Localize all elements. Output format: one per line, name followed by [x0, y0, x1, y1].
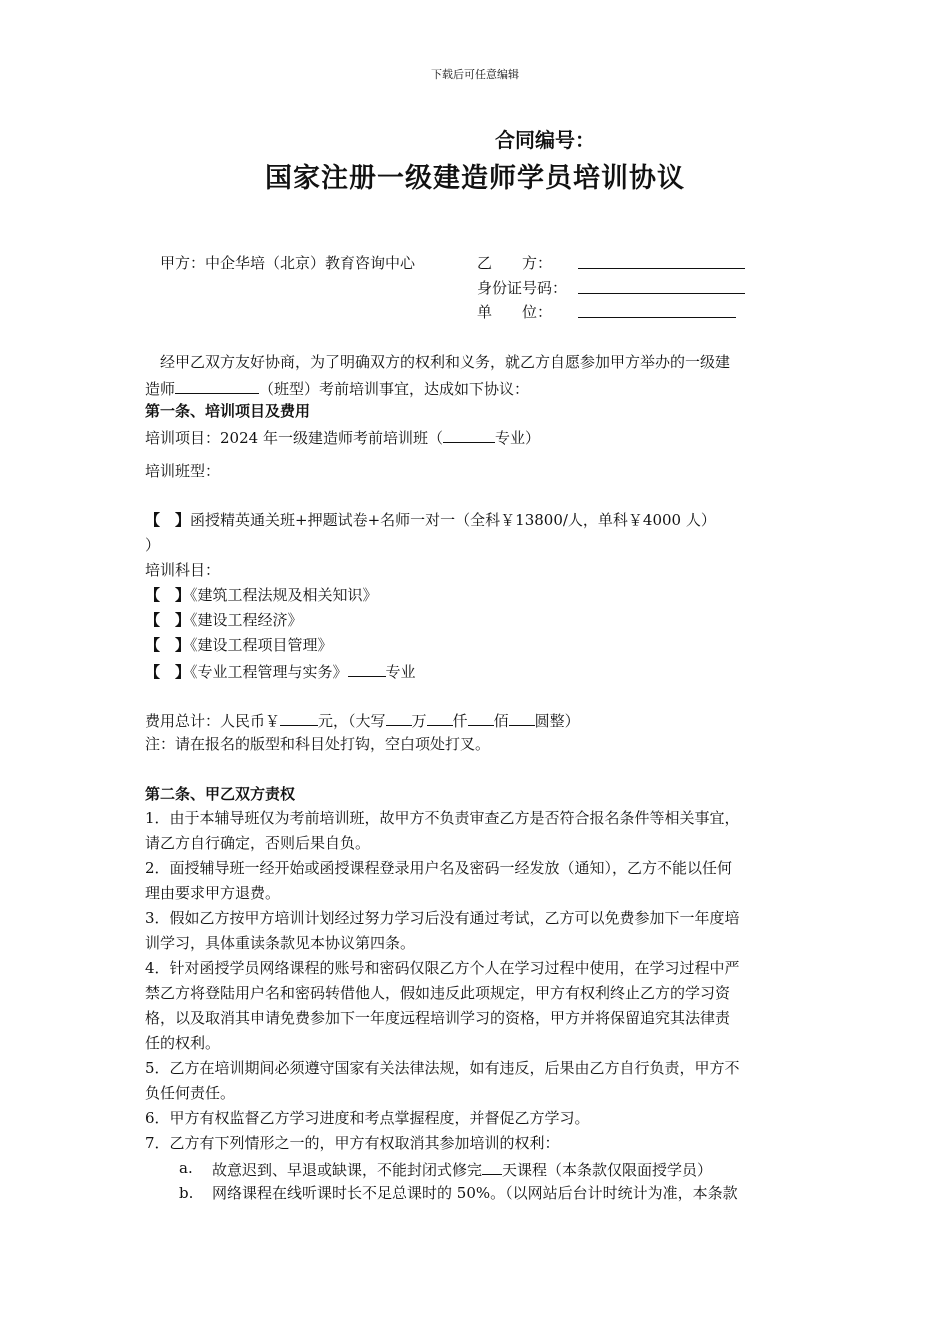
subject-item[interactable] [145, 611, 303, 629]
article-1-heading: 第一条、培训项目及费用 [145, 402, 311, 420]
item-b: 网络课程在线听课时长不足总课时的 50%。（以网站后台计时统计为准，本条款 [212, 1184, 738, 1202]
party-b-id-label: 身份证号码： [477, 279, 568, 297]
subject-item[interactable] [145, 661, 416, 681]
class-option-tail: ） [145, 536, 161, 554]
item-a-start: 故意迟到、早退或缺课，不能封闭式修完 [212, 1161, 483, 1179]
subject-checkbox[interactable]: 【 】 [145, 611, 191, 629]
subject-name: 《专业工程管理与实务》 [190, 663, 348, 681]
item-a [212, 1159, 712, 1179]
fee-wan-blank[interactable] [386, 710, 412, 726]
training-project-end: 专业） [494, 429, 540, 447]
class-option[interactable] [145, 511, 716, 529]
article-2-line: 2．面授辅导班一经开始或函授课程登录用户名及密码一经发放（通知），乙方不能以任何 [145, 859, 733, 877]
fee-amount-blank[interactable] [280, 710, 318, 726]
subject-major-blank[interactable] [348, 661, 386, 677]
subject-major-suffix: 专业 [385, 663, 416, 681]
party-b-name-blank[interactable] [578, 268, 745, 269]
article-2-line: 格，以及取消其申请免费参加下一年度远程培训学习的资格，甲方并将保留追究其法律责 [145, 1009, 731, 1027]
intro-line-2-start: 造师 [145, 380, 176, 398]
article-2-line: 7．乙方有下列情形之一的，甲方有权取消其参加培训的权利： [145, 1134, 560, 1152]
class-option-checkbox[interactable]: 【 】 [145, 511, 191, 529]
party-b-name-label: 乙 方： [477, 254, 553, 272]
fee-qian-label: 仟 [452, 712, 468, 730]
item-b-marker: b. [179, 1184, 194, 1202]
party-b-id-blank[interactable] [578, 293, 745, 294]
article-2-line: 任的权利。 [145, 1034, 221, 1052]
fee-yuan-blank[interactable] [509, 710, 535, 726]
article-2-line: 4．针对函授学员网络课程的账号和密码仅限乙方个人在学习过程中使用，在学习过程中严 [145, 959, 740, 977]
training-project [145, 427, 540, 447]
article-2-line: 负任何责任。 [145, 1084, 236, 1102]
party-b-unit-row [477, 303, 577, 321]
intro-line-2-end: （班型）考前培训事宜，达成如下协议： [259, 380, 530, 398]
class-type-blank[interactable] [175, 378, 259, 394]
article-2-heading: 第二条、甲乙双方责权 [145, 785, 296, 803]
item-a-marker: a. [179, 1159, 193, 1177]
article-2-line: 训学习，具体重读条款见本协议第四条。 [145, 934, 416, 952]
party-b-id-row [477, 279, 577, 297]
subject-item[interactable] [145, 636, 333, 654]
intro-line-2 [145, 378, 529, 398]
fee-total [145, 710, 580, 730]
course-days-blank[interactable] [482, 1159, 502, 1175]
fee-total-label: 费用总计：人民币￥ [145, 712, 281, 730]
party-b-name-row [477, 254, 577, 272]
item-a-end: 天课程（本条款仅限面授学员） [502, 1161, 713, 1179]
intro-line-1: 经甲乙双方友好协商，为了明确双方的权利和义务，就乙方自愿参加甲方举办的一级建 [160, 353, 731, 371]
fee-yuan-label: 圆整） [534, 712, 580, 730]
class-option-text: 函授精英通关班+押题试卷+名师一对一（全科￥13800/人，单科￥4000 人） [190, 511, 716, 529]
subject-checkbox[interactable]: 【 】 [145, 663, 191, 681]
subject-checkbox[interactable]: 【 】 [145, 636, 191, 654]
subjects-label: 培训科目： [145, 561, 221, 579]
article-2-line: 6．甲方有权监督乙方学习进度和考点掌握程度，并督促乙方学习。 [145, 1109, 590, 1127]
major-blank[interactable] [443, 427, 495, 443]
article-2-line: 5．乙方在培训期间必须遵守国家有关法律法规，如有违反，后果由乙方自行负责，甲方不 [145, 1059, 740, 1077]
article-2-line: 3．假如乙方按甲方培训计划经过努力学习后没有通过考试，乙方可以免费参加下一年度培 [145, 909, 740, 927]
document-title: 国家注册一级建造师学员培训协议 [265, 163, 685, 194]
fee-uppercase-label: 元，（大写 [318, 712, 386, 730]
party-b-unit-blank[interactable] [578, 317, 736, 318]
article-2-line: 理由要求甲方退费。 [145, 884, 281, 902]
fee-qian-blank[interactable] [427, 710, 453, 726]
fee-wan-label: 万 [411, 712, 427, 730]
training-project-start: 培训项目：2024 年一级建造师考前培训班（ [145, 429, 443, 447]
fee-note: 注：请在报名的版型和科目处打钩，空白项处打叉。 [145, 735, 491, 753]
subject-name: 《建设工程经济》 [190, 611, 303, 629]
article-2-line: 1．由于本辅导班仅为考前培训班，故甲方不负责审查乙方是否符合报名条件等相关事宜， [145, 809, 740, 827]
party-a: 甲方：中企华培（北京）教育咨询中心 [160, 254, 416, 272]
class-type-label: 培训班型： [145, 462, 221, 480]
fee-bai-label: 佰 [493, 712, 509, 730]
fee-bai-blank[interactable] [468, 710, 494, 726]
article-2-line: 禁乙方将登陆用户名和密码转借他人，假如违反此项规定，甲方有权利终止乙方的学习资 [145, 984, 731, 1002]
subject-checkbox[interactable]: 【 】 [145, 586, 191, 604]
article-2-line: 请乙方自行确定，否则后果自负。 [145, 834, 371, 852]
party-b-unit-label: 单 位： [477, 303, 553, 321]
contract-number-label: 合同编号： [495, 128, 595, 152]
subject-item[interactable] [145, 586, 378, 604]
subject-name: 《建筑工程法规及相关知识》 [190, 586, 378, 604]
header-note: 下载后可任意编辑 [431, 68, 519, 81]
subject-name: 《建设工程项目管理》 [190, 636, 333, 654]
